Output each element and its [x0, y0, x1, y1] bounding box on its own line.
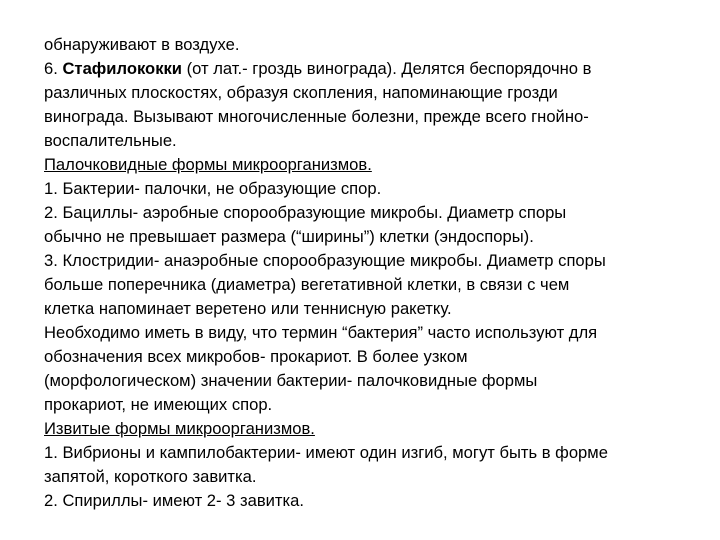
text-line: Необходимо иметь в виду, что термин “бактерия” часто используют для — [44, 323, 598, 342]
text-line: 2. Спириллы- имеют 2- 3 завитка. — [44, 491, 304, 510]
text-line: обнаруживают в воздухе. — [44, 35, 240, 54]
text-line: обычно не превышает размера (“ширины”) клетки (эндоспоры). — [44, 227, 534, 246]
text-line: воспалительные. — [44, 131, 177, 150]
text-line: 3. Клостридии- анаэробные спорообразующие микробы. Диаметр споры — [44, 251, 606, 270]
text-line: 1. Вибрионы и кампилобактерии- имеют один изгиб, могут быть в форме — [44, 443, 608, 462]
text-line: 1. Бактерии- палочки, не образующие спор. — [44, 179, 382, 198]
staphylococci-term: Стафилококки — [62, 59, 183, 78]
section-heading-rod-shaped: Палочковидные формы микроорганизмов. — [44, 155, 372, 174]
text-line: 2. Бациллы- аэробные спорообразующие микробы. Диаметр споры — [44, 203, 567, 222]
section-heading-spiral: Извитые формы микроорганизмов. — [44, 419, 315, 438]
document-page — [44, 33, 684, 513]
text-line: прокариот, не имеющих спор. — [44, 395, 273, 414]
text-line: запятой, короткого завитка. — [44, 467, 257, 486]
text-line: больше поперечника (диаметра) вегетативной клетки, в связи с чем — [44, 275, 570, 294]
text-line: обозначения всех микробов- прокариот. В более узком — [44, 347, 468, 366]
text-line: (морфологическом) значении бактерии- палочковидные формы — [44, 371, 538, 390]
staphylococci-description: (от лат.- гроздь винограда). Делятся беспорядочно в — [182, 59, 592, 78]
text-line: различных плоскостях, образуя скопления, напоминающие грозди — [44, 83, 558, 102]
text-line: клетка напоминает веретено или теннисную ракетку. — [44, 299, 452, 318]
staphylococci-line — [44, 57, 684, 81]
text-line: винограда. Вызывают многочисленные болезни, прежде всего гнойно- — [44, 107, 589, 126]
item-number: 6. — [44, 59, 63, 78]
